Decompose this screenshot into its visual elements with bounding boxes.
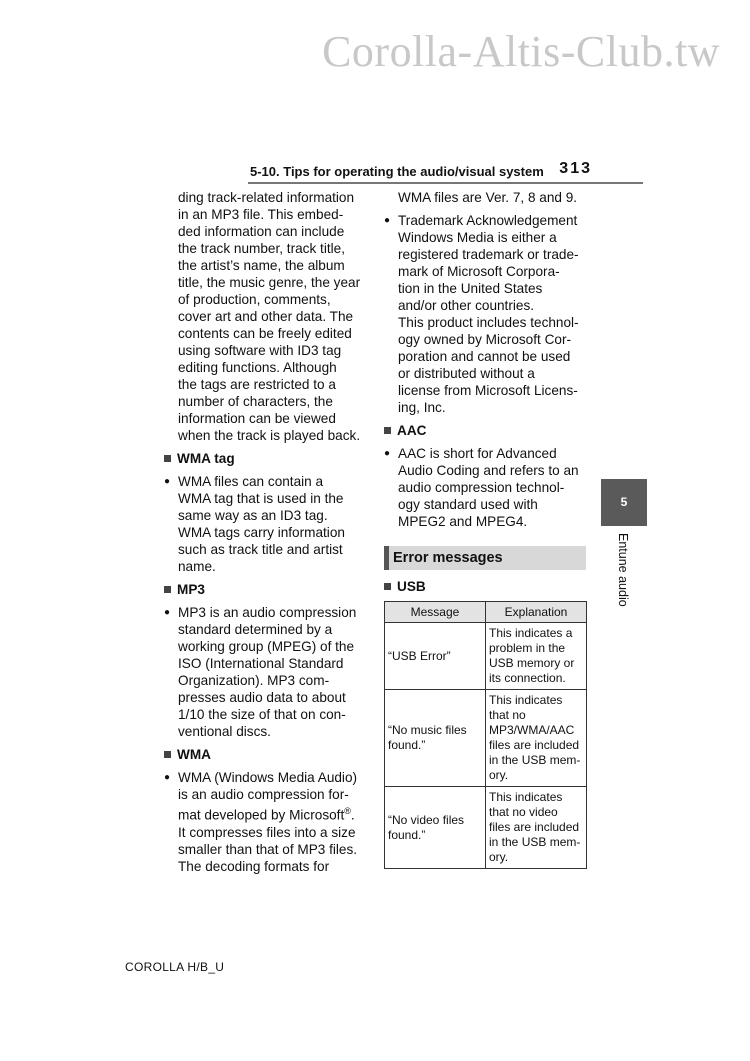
registered-mark: ®	[344, 806, 351, 816]
right-column	[384, 189, 586, 869]
intro-paragraph: ding track-related information in an MP3 file. This embed- ded information can include the track number, track title, the artist’s name, the album title, the music genre, the year of production, comments, cover art and other data. The contents can be freely edited using software with ID3 tag editing functions. Although the tags are restricted to a number of characters, the information can be viewed when the track is played back.	[178, 190, 361, 443]
trademark-bullet: ● Trademark Acknowledgement Windows Media is either a registered trademark or trade- mark of Microsoft Corpora- tion in the United States and/or other countries. This product includes technol- ogy owned by Microsoft Cor- poration and cannot be used or distributed without a license from Microsoft Licens- ing, Inc.	[398, 212, 586, 416]
wma-text-1: WMA (Windows Media Audio) is an audio compression for- mat developed by Microsoft	[178, 770, 358, 823]
square-bullet-icon	[384, 583, 391, 590]
wma-heading-label: WMA	[177, 747, 211, 762]
wma-tag-heading	[164, 450, 366, 467]
message-cell: “USB Error”	[385, 623, 486, 690]
message-cell: “No video files found.”	[385, 787, 486, 869]
left-column	[164, 189, 366, 881]
chapter-tab: 5	[601, 479, 647, 526]
wma-tag-bullet: ● WMA files can contain a WMA tag that is used in the same way as an ID3 tag. WMA tags carry information such as track title and artist name.	[178, 473, 366, 575]
square-bullet-icon	[164, 586, 171, 593]
table-row	[385, 690, 587, 787]
explanation-cell: This indicates a problem in the USB memory or its connection.	[486, 623, 587, 690]
square-bullet-icon	[164, 751, 171, 758]
watermark: Corolla-Altis-Club.tw	[322, 27, 720, 76]
mp3-heading-label: MP3	[177, 582, 205, 597]
header-rule	[248, 182, 643, 184]
message-cell: “No music files found.”	[385, 690, 486, 787]
section-title: 5-10. Tips for operating the audio/visual system	[250, 164, 544, 179]
page-number: 313	[559, 160, 592, 177]
table-row	[385, 623, 587, 690]
wma-bullet	[178, 769, 366, 875]
col-header-explanation: Explanation	[486, 602, 587, 623]
chapter-label: Entune audio	[616, 533, 630, 607]
mp3-bullet: ● MP3 is an audio compression standard determined by a working group (MPEG) of the ISO (International Standard Organization). MP3 com- presses audio data to about 1/10 the size of that on con- ventional discs.	[178, 604, 366, 740]
explanation-cell: This indicates that no video files are included in the USB mem- ory.	[486, 787, 587, 869]
aac-heading-label: AAC	[397, 423, 427, 438]
wma-text-2: . It compresses files into a size smaller than that of MP3 files. The decoding formats for	[178, 807, 358, 874]
usb-heading	[384, 578, 586, 595]
wma-tag-heading-label: WMA tag	[177, 451, 235, 466]
usb-error-table	[384, 601, 587, 869]
footer-model: COROLLA H/B_U	[125, 960, 225, 974]
table-row	[385, 787, 587, 869]
page-header	[250, 160, 592, 182]
aac-bullet: ● AAC is short for Advanced Audio Coding and refers to an audio compression technol- ogy standard used with MPEG2 and MPEG4.	[398, 445, 586, 530]
square-bullet-icon	[164, 455, 171, 462]
explanation-cell: This indicates that no MP3/WMA/AAC files are included in the USB mem- ory.	[486, 690, 587, 787]
wma-heading	[164, 746, 366, 763]
continued-text: WMA files are Ver. 7, 8 and 9.	[398, 190, 578, 205]
mp3-heading	[164, 581, 366, 598]
error-messages-title: Error messages	[384, 546, 586, 570]
col-header-message: Message	[385, 602, 486, 623]
table-header-row	[385, 602, 587, 623]
aac-heading	[384, 422, 586, 439]
usb-heading-label: USB	[397, 579, 426, 594]
square-bullet-icon	[384, 427, 391, 434]
